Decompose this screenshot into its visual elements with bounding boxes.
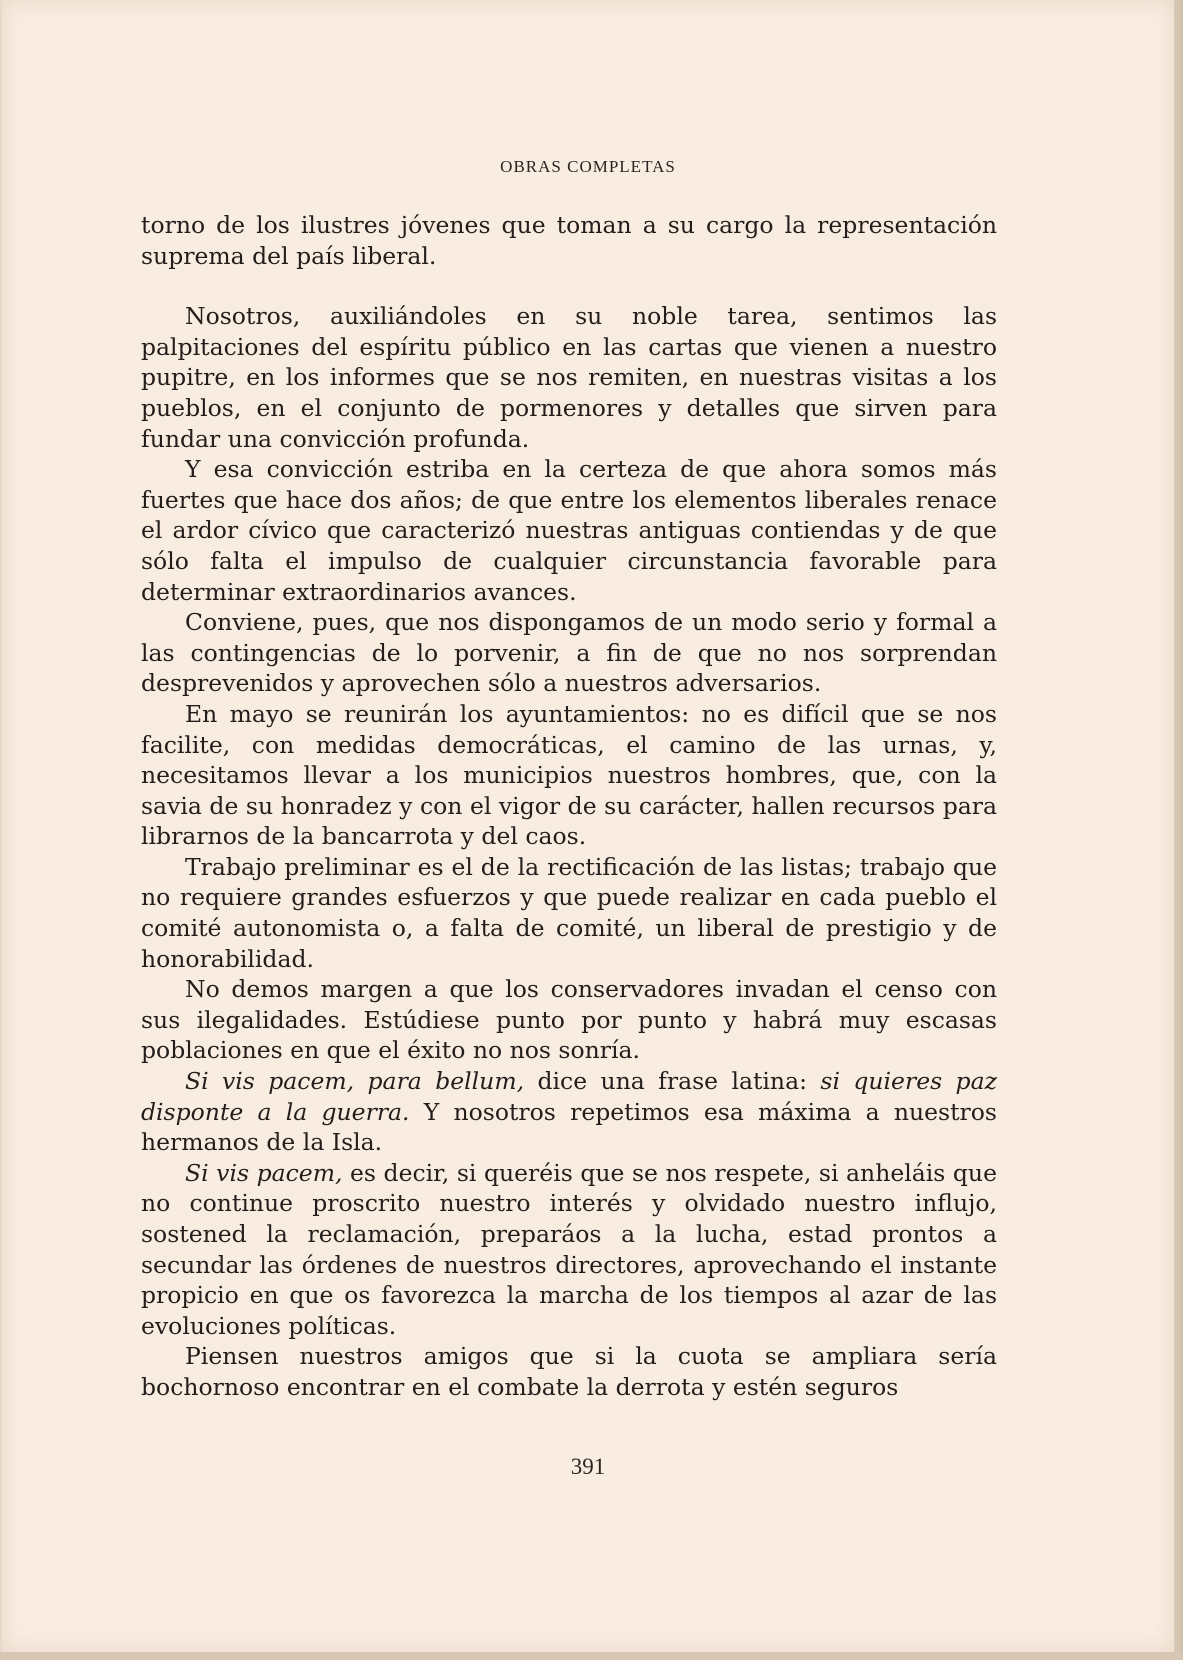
running-header: OBRAS COMPLETAS [500, 157, 676, 176]
paragraph-9 [141, 1158, 997, 1342]
paragraph-9-text: es decir, si queréis que se nos respete, si anheláis que no continue proscrito nuestro interés y olvidado nuestro influjo, sostened la reclamación, preparáos a la lucha, estad prontos a secundar las órdenes de nuestros directores, aprovechando el instante propicio en que os favorezca la marcha de los tiempos al azar de las evoluciones políticas. [141, 1158, 997, 1340]
paragraph-8 [141, 1066, 997, 1158]
paragraph-7: No demos margen a que los conservadores invadan el censo con sus ilegalidades. Estúdiese punto por punto y habrá muy escasas poblaciones en que el éxito no nos sonría. [141, 975, 997, 1065]
page-edge-right [1174, 0, 1183, 1660]
paragraph-2: Nosotros, auxiliándoles en su noble tarea, sentimos las palpitaciones del espíritu público en las cartas que vienen a nuestro pupitre, en los informes que se nos remiten, en nuestras visitas a los pueblos, en el conjunto de pormenores y detalles que sirven para fundar una convicción profunda. [141, 302, 997, 453]
paragraph-6: Trabajo preliminar es el de la rectificación de las listas; trabajo que no requiere grandes esfuerzos y que puede realizar en cada pueblo el comité autonomista o, a falta de comité, un liberal de prestigio y de honorabilidad. [141, 852, 997, 973]
book-page [2, 0, 1174, 1652]
body-text [141, 210, 997, 1403]
paragraph-5: En mayo se reunirán los ayuntamientos: no es difícil que se nos facilite, con medidas democráticas, el camino de las urnas, y, necesitamos llevar a los municipios nuestros hombres, que, con la savia de su honradez y con el vigor de su carácter, hallen recursos para librarnos de la bancarrota y del caos. [141, 699, 997, 851]
paragraph-8-rest: Y nosotros repetimos esa máxima a nuestros hermanos de la Isla. [141, 1097, 997, 1157]
latin-translation: si quieres paz disponte a la guerra. [141, 1067, 997, 1126]
page-number: 391 [570, 1454, 606, 1479]
page-edge-bottom [0, 1652, 1183, 1660]
paragraph-10: Piensen nuestros amigos que si la cuota se ampliara sería bochornoso encontrar en el combate la derrota y estén seguros [141, 1342, 997, 1401]
paragraph-3: Y esa convicción estriba en la certeza de que ahora somos más fuertes que hace dos años; de que entre los elementos liberales renace el ardor cívico que caracterizó nuestras antiguas contiendas y de que sólo falta el impulso de cualquier circunstancia favorable para determinar extraordinarios avances. [141, 455, 997, 606]
latin-phrase: Si vis pacem, para bellum, [185, 1067, 525, 1096]
paragraph-4: Conviene, pues, que nos dispongamos de un modo serio y formal a las contingencias de lo porvenir, a fin de que no nos sorprendan desprevenidos y aprovechen sólo a nuestros adversarios. [141, 608, 997, 698]
latin-phrase-short: Si vis pacem, [185, 1158, 343, 1187]
paragraph-8-text: dice una frase latina: [524, 1067, 821, 1096]
paragraph-1: torno de los ilustres jóvenes que toman a su cargo la representación suprema del país liberal. [141, 211, 997, 270]
